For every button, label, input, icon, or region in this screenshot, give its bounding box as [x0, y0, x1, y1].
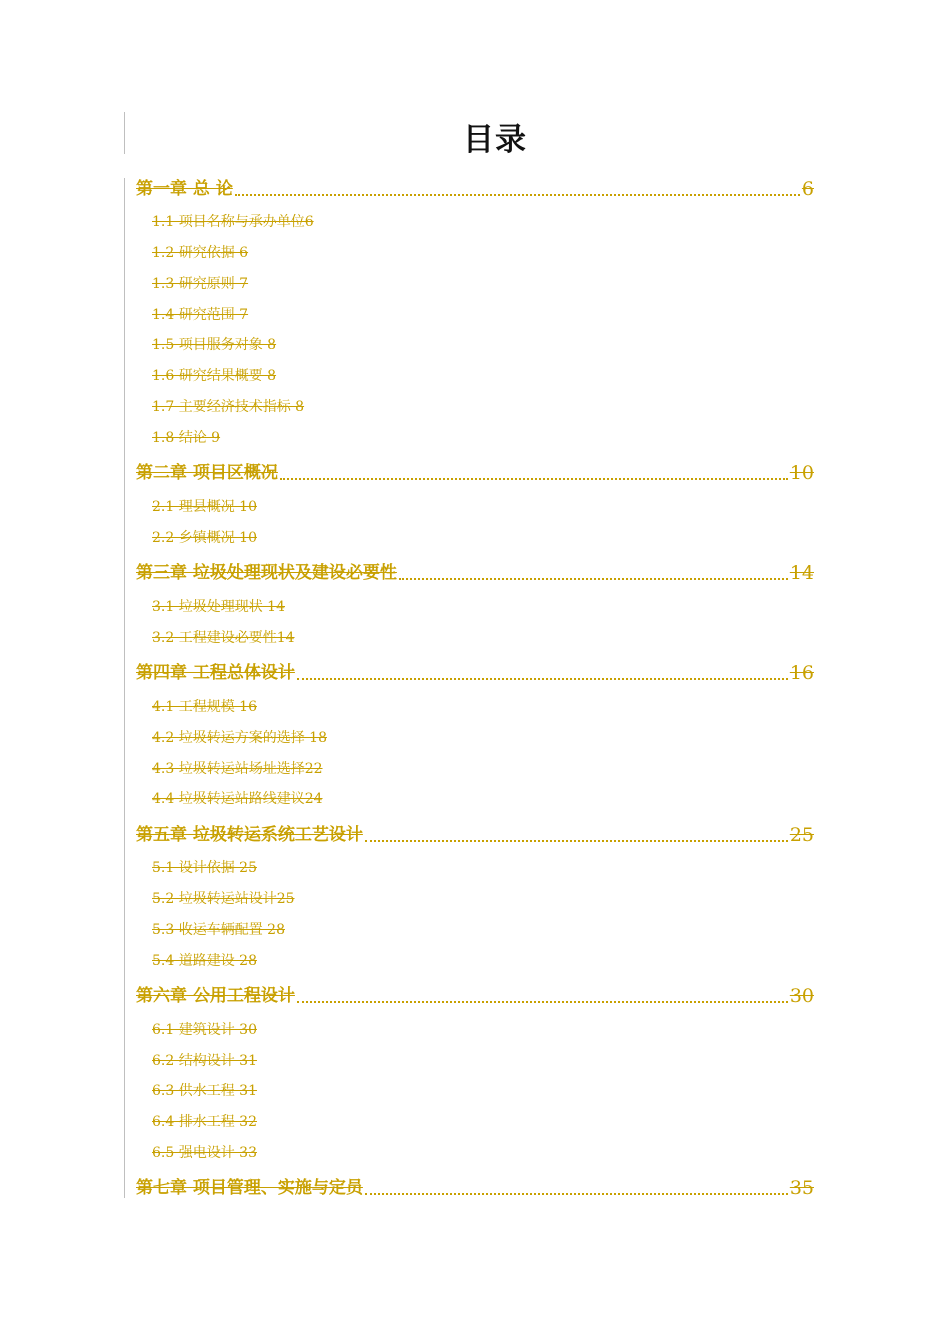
toc-section-entry[interactable]: 1.5 项目服务对象 8 [152, 337, 277, 353]
toc-chapter-entry[interactable] [136, 658, 814, 684]
toc-section-entry[interactable]: 2.1 理县概况 10 [152, 499, 257, 515]
toc-chapter-entry[interactable] [136, 820, 814, 846]
toc-section-entry[interactable]: 6.1 建筑设计 30 [152, 1022, 257, 1038]
chapter-title: 第七章 项目管理、实施与定员 [136, 1178, 363, 1198]
toc-section-entry[interactable]: 4.4 垃圾转运站路线建议24 [152, 791, 323, 807]
chapter-page-number: 30 [789, 985, 814, 1007]
toc-section-entry[interactable]: 4.2 垃圾转运方案的选择 18 [152, 730, 327, 746]
dot-leader [297, 677, 788, 680]
chapter-page-number: 25 [789, 824, 814, 846]
toc-chapter-entry[interactable] [136, 1173, 814, 1199]
chapter-page-number: 6 [801, 178, 814, 200]
dot-leader [297, 1000, 788, 1003]
toc-chapter-entry[interactable] [136, 458, 814, 484]
toc-section-entry[interactable]: 1.3 研究原则 7 [152, 276, 249, 292]
toc-section-entry[interactable]: 6.5 强电设计 33 [152, 1145, 257, 1161]
chapter-page-number: 16 [789, 662, 814, 684]
chapter-page-number: 10 [789, 462, 814, 484]
toc-chapter-entry[interactable] [136, 981, 814, 1007]
toc-section-entry[interactable]: 4.3 垃圾转运站场址选择22 [152, 761, 323, 777]
toc-chapter-entry[interactable] [136, 558, 814, 584]
toc-section-entry[interactable]: 4.1 工程规模 16 [152, 699, 257, 715]
dot-leader [235, 193, 800, 196]
toc-section-entry[interactable]: 1.4 研究范围 7 [152, 307, 249, 323]
toc-section-entry[interactable]: 6.3 供水工程 31 [152, 1083, 257, 1099]
page-title: 目录 [463, 122, 527, 158]
chapter-title: 第五章 垃圾转运系统工艺设计 [136, 825, 363, 845]
toc-section-entry[interactable]: 1.1 项目名称与承办单位6 [152, 214, 314, 230]
dot-leader [365, 839, 788, 842]
dot-leader [365, 1192, 788, 1195]
chapter-page-number: 14 [789, 562, 814, 584]
toc-section-entry[interactable]: 5.2 垃圾转运站设计25 [152, 891, 295, 907]
toc-section-entry[interactable]: 2.2 乡镇概况 10 [152, 530, 257, 546]
chapter-title: 第一章 总 论 [136, 179, 233, 199]
toc-section-entry[interactable]: 3.1 垃圾处理现状 14 [152, 599, 285, 615]
toc-section-entry[interactable]: 5.3 收运车辆配置 28 [152, 922, 285, 938]
toc-section-entry[interactable]: 5.1 设计依据 25 [152, 860, 257, 876]
toc-chapter-entry[interactable] [136, 174, 814, 200]
dot-leader [280, 477, 788, 480]
toc-section-entry[interactable]: 1.6 研究结果概要 8 [152, 368, 277, 384]
toc-section-entry[interactable]: 3.2 工程建设必要性14 [152, 630, 295, 646]
toc-section-entry[interactable]: 6.4 排水工程 32 [152, 1114, 257, 1130]
chapter-title: 第四章 工程总体设计 [136, 663, 295, 683]
toc-section-entry[interactable]: 1.7 主要经济技术指标 8 [152, 399, 305, 415]
toc-section-entry[interactable]: 1.2 研究依据 6 [152, 245, 249, 261]
chapter-title: 第二章 项目区概况 [136, 463, 278, 483]
chapter-title: 第三章 垃圾处理现状及建设必要性 [136, 563, 397, 583]
toc-section-entry[interactable]: 5.4 道路建设 28 [152, 953, 257, 969]
chapter-title: 第六章 公用工程设计 [136, 986, 295, 1006]
toc-section-entry[interactable]: 1.8 结论 9 [152, 430, 221, 446]
chapter-page-number: 35 [789, 1177, 814, 1199]
toc-section-entry[interactable]: 6.2 结构设计 31 [152, 1053, 257, 1069]
dot-leader [399, 577, 788, 580]
